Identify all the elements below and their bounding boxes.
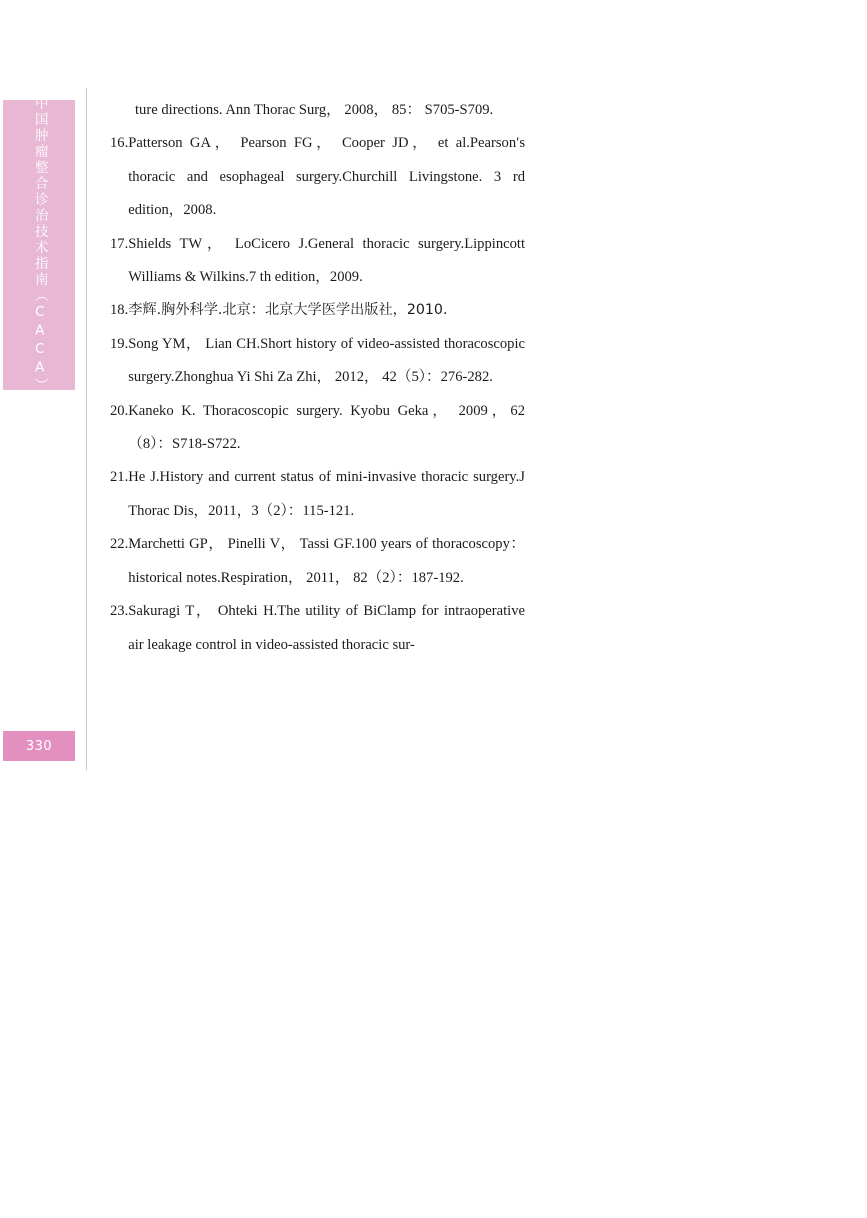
reference-text: He J.History and current status of mini-invasive thoracic surgery.J Thorac Dis，2011，3（2）：115-121. (128, 469, 525, 519)
reference-number: 19. (110, 335, 129, 352)
reference-text: 李辉.胸外科学.北京：北京大学医学出版社，2010. (128, 302, 448, 319)
list-item (110, 127, 525, 227)
vertical-divider (86, 88, 87, 770)
list-item (110, 94, 525, 127)
reference-number: 17. (110, 235, 129, 252)
side-tab-running-title (3, 96, 75, 394)
reference-text: Sakuragi T， Ohteki H.The utility of BiClamp for intraoperative air leakage control in video-assisted thoracic sur- (128, 603, 525, 653)
page-number: 330 (25, 738, 53, 754)
reference-text: Song YM， Lian CH.Short history of video-assisted thoracoscopic surgery.Zhonghua Yi Shi Za Zhi， 2012， 42（5）：276-282. (128, 335, 525, 386)
reference-number: 16. (110, 135, 129, 152)
list-item (110, 461, 525, 528)
reference-number: 18. (110, 302, 129, 319)
reference-text: Patterson GA， Pearson FG， Cooper JD， et al.Pearson′s thoracic and esophageal surgery.Churchill Livingstone. 3 rd edition，2008. (128, 135, 525, 219)
reference-number: 21. (110, 469, 129, 486)
reference-list (110, 94, 525, 662)
reference-text: Kaneko K. Thoracoscopic surgery. Kyobu Geka， 2009，62（8）：S718-S722. (128, 402, 525, 453)
reference-number: 23. (110, 603, 129, 620)
list-item (110, 294, 525, 327)
reference-text: Shields TW， LoCicero J.General thoracic surgery.Lippincott Williams & Wilkins.7 th edition，2009. (128, 235, 525, 286)
side-tab-label: 中国肿瘤整合诊治技术指南（CACA） (31, 96, 48, 394)
reference-number: 20. (110, 402, 129, 419)
reference-text: ture directions. Ann Thorac Surg， 2008， 85： S705-S709. (135, 102, 494, 118)
list-item (110, 528, 525, 595)
list-item (110, 395, 525, 462)
list-item (110, 328, 525, 395)
page-number-block (3, 731, 75, 761)
list-item (110, 595, 525, 662)
reference-number: 22. (110, 536, 129, 553)
list-item (110, 228, 525, 295)
reference-text: Marchetti GP， Pinelli V， Tassi GF.100 years of thoracoscopy：historical notes.Respiration， 2011， 82（2）：187-192. (128, 536, 525, 586)
